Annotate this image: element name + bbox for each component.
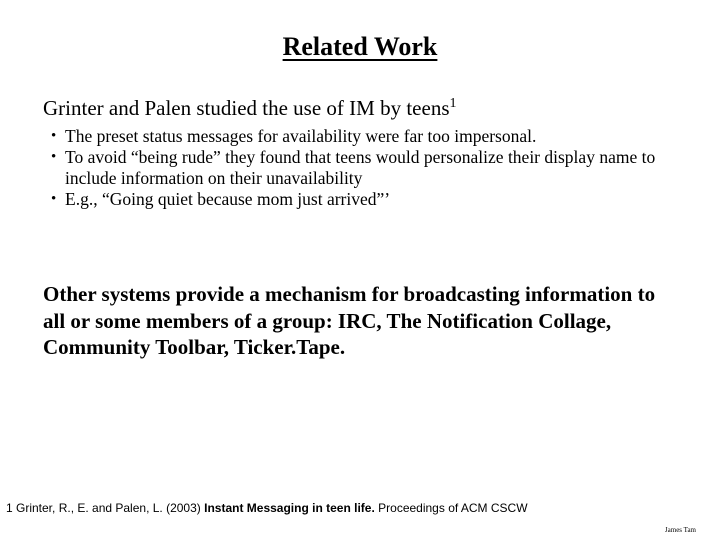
bullet-text: To avoid “being rude” they found that teens would personalize their display name to include information on their unavailability — [65, 147, 656, 188]
footnote-title: Instant Messaging in teen life. — [204, 501, 375, 515]
other-systems-paragraph: Other systems provide a mechanism for broadcasting information to all or some members of a group: IRC, The Notification Collage, Community Toolbar, Ticker.Tape. — [43, 282, 656, 359]
slide-title: Related Work — [282, 32, 438, 61]
bullet-list — [49, 126, 689, 210]
bullet-text: The preset status messages for availability were far too impersonal. — [65, 126, 537, 146]
bullet-dot-icon: • — [51, 149, 57, 165]
section-heading-text: Grinter and Palen studied the use of IM by teens — [43, 96, 450, 120]
bullet-dot-icon: • — [51, 128, 57, 144]
footnote-ref: 1 — [449, 96, 457, 111]
footnote — [6, 500, 528, 516]
footnote-suffix: Proceedings of ACM CSCW — [374, 501, 528, 515]
footnote-prefix: 1 Grinter, R., E. and Palen, L. (2003) — [6, 501, 205, 515]
section-heading-grinter — [43, 94, 457, 122]
bullet-item — [49, 189, 689, 210]
bullet-text: E.g., “Going quiet because mom just arrived”’ — [65, 189, 391, 209]
bullet-item — [49, 126, 689, 147]
bullet-item — [49, 147, 689, 189]
author-credit: James Tam — [664, 526, 696, 534]
bullet-dot-icon: • — [51, 191, 57, 207]
